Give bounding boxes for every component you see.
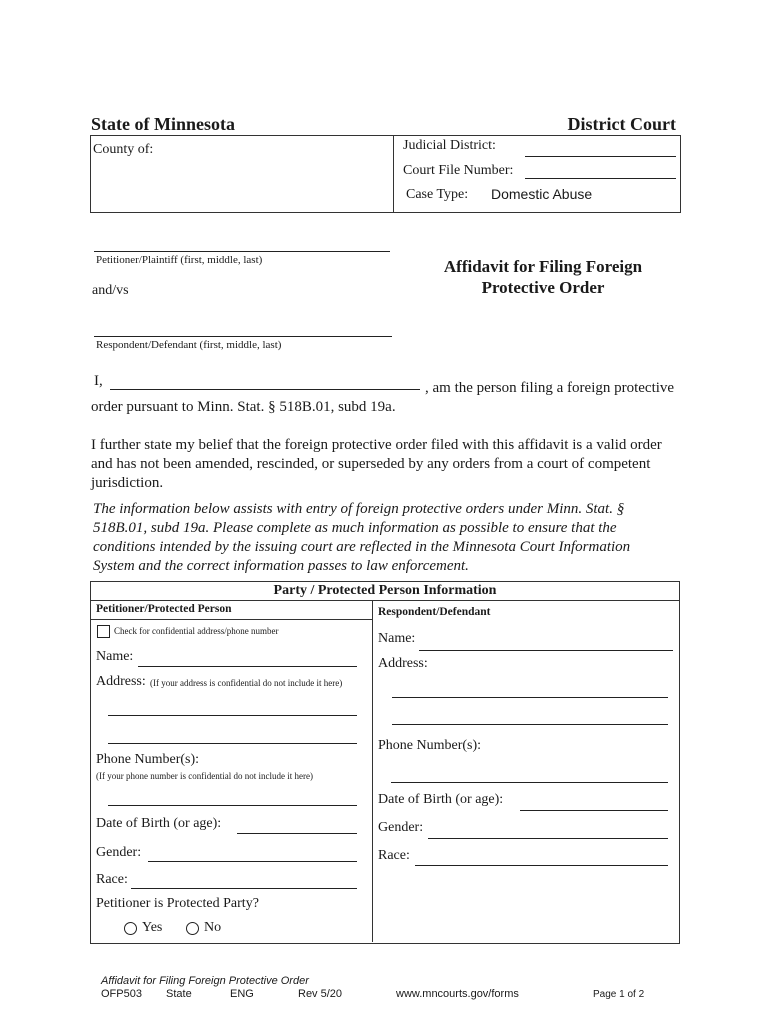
footer-language: ENG: [230, 988, 254, 1000]
footer-website[interactable]: www.mncourts.gov/forms: [396, 988, 519, 1000]
confidential-checkbox-label: Check for confidential address/phone number: [114, 626, 279, 636]
petitioner-address-line1[interactable]: [108, 715, 357, 716]
respondent-race-label: Race:: [378, 848, 410, 863]
info-line2: 518B.01, subd 19a. Please complete as much information as possible to ensure that the: [93, 520, 617, 536]
protected-no-radio[interactable]: [186, 922, 199, 935]
respondent-name-label: Name:: [378, 631, 416, 646]
petitioner-gender-label: Gender:: [96, 845, 142, 860]
info-line3: conditions intended by the issuing court are reflected in the Minnesota Court Information: [93, 539, 631, 555]
petitioner-address-label: Address:: [96, 674, 146, 689]
court-file-number-field[interactable]: [525, 178, 676, 179]
affiant-name-field[interactable]: [110, 389, 420, 390]
belief-line1: I further state my belief that the foreign protective order filed with this affidavit is a valid order: [91, 437, 662, 453]
party-table-title: Party / Protected Person Information: [273, 583, 497, 598]
judicial-district-label: Judicial District:: [403, 138, 496, 153]
petitioner-phone-input[interactable]: [108, 805, 357, 806]
court-file-number-label: Court File Number:: [403, 163, 514, 178]
respondent-gender-label: Gender:: [378, 820, 424, 835]
respondent-name-field[interactable]: [94, 336, 392, 337]
petitioner-name-field[interactable]: [94, 251, 390, 252]
respondent-address-label: Address:: [378, 656, 428, 671]
court-heading: District Court: [567, 114, 676, 134]
respondent-caption: Respondent/Defendant (first, middle, last): [96, 339, 282, 351]
footer-page-number: Page 1 of 2: [593, 989, 645, 1000]
header-divider: [393, 135, 394, 212]
petitioner-race-label: Race:: [96, 872, 128, 887]
respondent-phone-label: Phone Number(s):: [378, 738, 482, 753]
protected-party-question: Petitioner is Protected Party?: [96, 896, 259, 911]
petitioner-race-input[interactable]: [131, 888, 357, 889]
footer-form-title: Affidavit for Filing Foreign Protective Order: [101, 975, 309, 987]
table-column-divider: [372, 600, 373, 942]
petitioner-dob-label: Date of Birth (or age):: [96, 816, 222, 831]
statement-i-label: I,: [94, 373, 103, 389]
confidential-checkbox[interactable]: [97, 625, 110, 638]
county-field[interactable]: [93, 152, 391, 208]
document-title-line1: Affidavit for Filing Foreign: [443, 257, 643, 276]
respondent-race-input[interactable]: [415, 865, 668, 866]
protected-yes-label: Yes: [142, 920, 163, 935]
respondent-gender-input[interactable]: [428, 838, 668, 839]
county-label: County of:: [93, 142, 154, 157]
state-heading: State of Minnesota: [91, 114, 235, 134]
petitioner-name-label: Name:: [96, 649, 134, 664]
protected-no-label: No: [204, 920, 222, 935]
petitioner-address-note: (If your address is confidential do not include it here): [150, 678, 343, 688]
respondent-name-input[interactable]: [419, 650, 673, 651]
belief-line2: and has not been amended, rescinded, or superseded by any orders from a court of competent: [91, 456, 651, 472]
petitioner-phone-label: Phone Number(s):: [96, 752, 200, 767]
petitioner-gender-input[interactable]: [148, 861, 357, 862]
petitioner-phone-note: (If your phone number is confidential do not include it here): [96, 771, 313, 781]
respondent-address-line2[interactable]: [392, 724, 668, 725]
respondent-dob-input[interactable]: [520, 810, 668, 811]
petitioner-address-line2[interactable]: [108, 743, 357, 744]
petitioner-heading-divider: [90, 619, 372, 620]
info-line1: The information below assists with entry of foreign protective orders under Minn. Stat. §: [93, 501, 625, 517]
statement-line2: order pursuant to Minn. Stat. § 518B.01, subd 19a.: [91, 399, 396, 415]
statement-line1-suffix: , am the person filing a foreign protective: [425, 380, 675, 396]
table-title-divider: [90, 600, 679, 601]
petitioner-heading: Petitioner/Protected Person: [96, 603, 232, 615]
respondent-heading: Respondent/Defendant: [378, 606, 491, 618]
respondent-dob-label: Date of Birth (or age):: [378, 792, 504, 807]
petitioner-name-input[interactable]: [138, 666, 357, 667]
footer-form-code: OFP503: [101, 988, 142, 1000]
respondent-phone-input[interactable]: [391, 782, 668, 783]
info-line4: System and the correct information passes to law enforcement.: [93, 558, 469, 574]
and-vs-label: and/vs: [92, 283, 129, 298]
case-type-value[interactable]: Domestic Abuse: [491, 186, 593, 202]
judicial-district-field[interactable]: [525, 156, 676, 157]
document-title-line2: Protective Order: [481, 278, 605, 297]
belief-line3: jurisdiction.: [91, 475, 164, 491]
petitioner-caption: Petitioner/Plaintiff (first, middle, last): [96, 254, 263, 266]
respondent-address-line1[interactable]: [392, 697, 668, 698]
footer-jurisdiction: State: [166, 988, 192, 1000]
protected-yes-radio[interactable]: [124, 922, 137, 935]
footer-revision: Rev 5/20: [298, 988, 343, 1000]
case-type-label: Case Type:: [406, 187, 469, 202]
petitioner-dob-input[interactable]: [237, 833, 357, 834]
